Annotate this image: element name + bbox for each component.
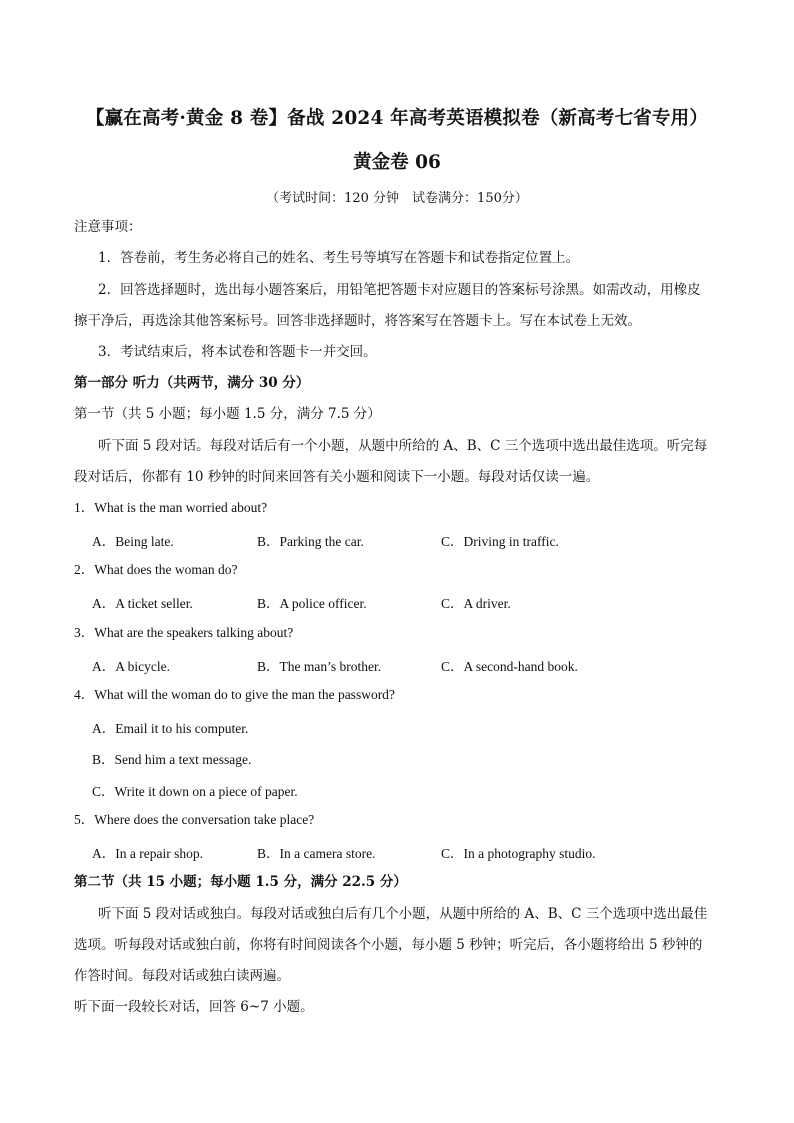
question-4-option-a: A．Email it to his computer. bbox=[92, 721, 249, 736]
question-2-option-c: C．A driver. bbox=[441, 596, 511, 611]
page-subtitle: 黄金卷 06 bbox=[353, 152, 441, 173]
section2-instruction-line-3: 作答时间。每段对话或独白读两遍。 bbox=[74, 968, 290, 984]
section1-heading: 第一节（共 5 小题；每小题 1.5 分，满分 7.5 分） bbox=[74, 406, 381, 422]
section2-lead: 听下面一段较长对话，回答 6~7 小题。 bbox=[74, 999, 314, 1015]
question-2-option-b: B．A police officer. bbox=[257, 596, 367, 611]
question-4-option-b: B．Send him a text message. bbox=[92, 752, 252, 767]
question-5: 5．Where does the conversation take place? bbox=[74, 812, 315, 827]
question-3-option-b: B．The man’s brother. bbox=[257, 659, 382, 674]
section2-instruction-line-2: 选项。听每段对话或独白前，你将有时间阅读各个小题，每小题 5 秒钟；听完后，各小题将给出 5 秒钟的 bbox=[74, 937, 703, 953]
question-2-option-a: A．A ticket seller. bbox=[92, 596, 193, 611]
notice-heading: 注意事项： bbox=[74, 219, 142, 235]
question-3-option-a: A．A bicycle. bbox=[92, 659, 170, 674]
section1-instruction-line-1: 听下面 5 段对话。每段对话后有一个小题，从题中所给的 A、B、C 三个选项中选出最佳选项。听完每 bbox=[98, 438, 708, 454]
page-title: 【赢在高考·黄金 8 卷】备战 2024 年高考英语模拟卷（新高考七省专用） bbox=[85, 108, 709, 129]
question-5-option-a: A．In a repair shop. bbox=[92, 846, 203, 861]
part1-heading: 第一部分 听力（共两节，满分 30 分） bbox=[74, 375, 310, 391]
exam-info: （考试时间：120 分钟 试卷满分：150分） bbox=[266, 191, 528, 206]
question-1: 1．What is the man worried about? bbox=[74, 500, 268, 515]
question-5-option-b: B．In a camera store. bbox=[257, 846, 376, 861]
question-3: 3．What are the speakers talking about? bbox=[74, 625, 294, 640]
notice-item-2-line-1: 2．回答选择题时，选出每小题答案后，用铅笔把答题卡对应题目的答案标号涂黑。如需改动，用橡皮 bbox=[98, 282, 701, 298]
section2-instruction-line-1: 听下面 5 段对话或独白。每段对话或独白后有几个小题，从题中所给的 A、B、C 三个选项中选出最佳 bbox=[98, 906, 708, 922]
section1-instruction-line-2: 段对话后，你都有 10 秒钟的时间来回答有关小题和阅读下一小题。每段对话仅读一遍。 bbox=[74, 469, 600, 485]
question-4: 4．What will the woman do to give the man the password? bbox=[74, 687, 395, 702]
notice-item-3: 3．考试结束后，将本试卷和答题卡一并交回。 bbox=[98, 344, 377, 360]
question-1-option-b: B．Parking the car. bbox=[257, 534, 364, 549]
question-2: 2．What does the woman do? bbox=[74, 562, 238, 577]
question-1-option-c: C．Driving in traffic. bbox=[441, 534, 559, 549]
question-5-option-c: C．In a photography studio. bbox=[441, 846, 596, 861]
notice-item-1: 1．答卷前，考生务必将自己的姓名、考生号等填写在答题卡和试卷指定位置上。 bbox=[98, 250, 580, 266]
question-4-option-c: C．Write it down on a piece of paper. bbox=[92, 784, 298, 799]
notice-item-2-line-2: 擦干净后，再选涂其他答案标号。回答非选择题时，将答案写在答题卡上。写在本试卷上无效。 bbox=[74, 313, 641, 329]
question-1-option-a: A．Being late. bbox=[92, 534, 174, 549]
section2-heading: 第二节（共 15 小题；每小题 1.5 分，满分 22.5 分） bbox=[74, 874, 407, 890]
question-3-option-c: C．A second-hand book. bbox=[441, 659, 578, 674]
